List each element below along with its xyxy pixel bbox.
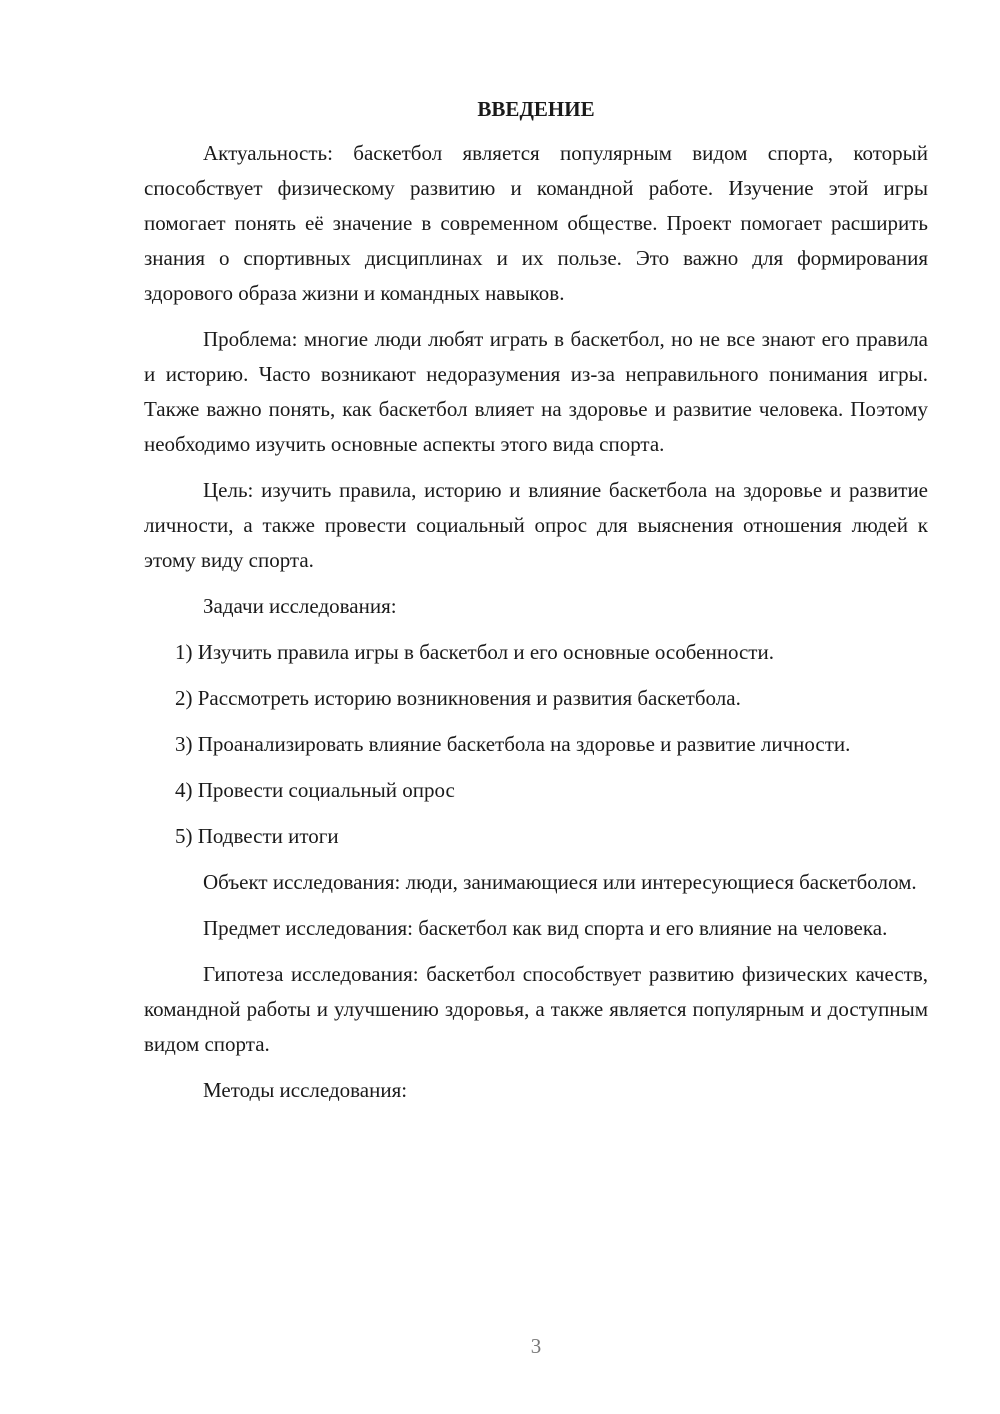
section-title: ВВЕДЕНИЕ [477,97,595,121]
task-item-4: 4) Провести социальный опрос [175,778,455,802]
document-page [144,94,928,1119]
paragraph-object: Объект исследования: люди, занимающиеся или интересующиеся баскетболом. [203,870,917,894]
paragraph-relevance: Актуальность: баскетбол является популярным видом спорта, который способствует физическому развитию и командной работе. Изучение этой игры помогает понять её значение в современном обществе. Проект помогает расширить знания о спортивных дисциплинах и их пользе. Это важно для формирования здорового образа жизни и командных навыков. [144,141,928,305]
tasks-heading: Задачи исследования: [203,594,397,618]
task-item-2: 2) Рассмотреть историю возникновения и развития баскетбола. [175,686,741,710]
paragraph-goal: Цель: изучить правила, историю и влияние баскетбола на здоровье и развитие личности, а также провести социальный опрос для выяснения отношения людей к этому виду спорта. [144,478,928,572]
paragraph-hypothesis: Гипотеза исследования: баскетбол способствует развитию физических качеств, командной работы и улучшению здоровья, а также является популярным и доступным видом спорта. [144,962,928,1056]
task-item-3: 3) Проанализировать влияние баскетбола на здоровье и развитие личности. [175,732,851,756]
page-number: 3 [530,1334,542,1358]
paragraph-problem: Проблема: многие люди любят играть в баскетбол, но не все знают его правила и историю. Часто возникают недоразумения из-за неправильного понимания игры. Также важно понять, как баскетбол влияет на здоровье и развитие человека. Поэтому необходимо изучить основные аспекты этого вида спорта. [144,327,928,456]
task-item-5: 5) Подвести итоги [175,824,339,848]
methods-heading: Методы исследования: [203,1078,408,1102]
task-item-1: 1) Изучить правила игры в баскетбол и его основные особенности. [175,640,774,664]
paragraph-subject: Предмет исследования: баскетбол как вид спорта и его влияние на человека. [203,916,888,940]
